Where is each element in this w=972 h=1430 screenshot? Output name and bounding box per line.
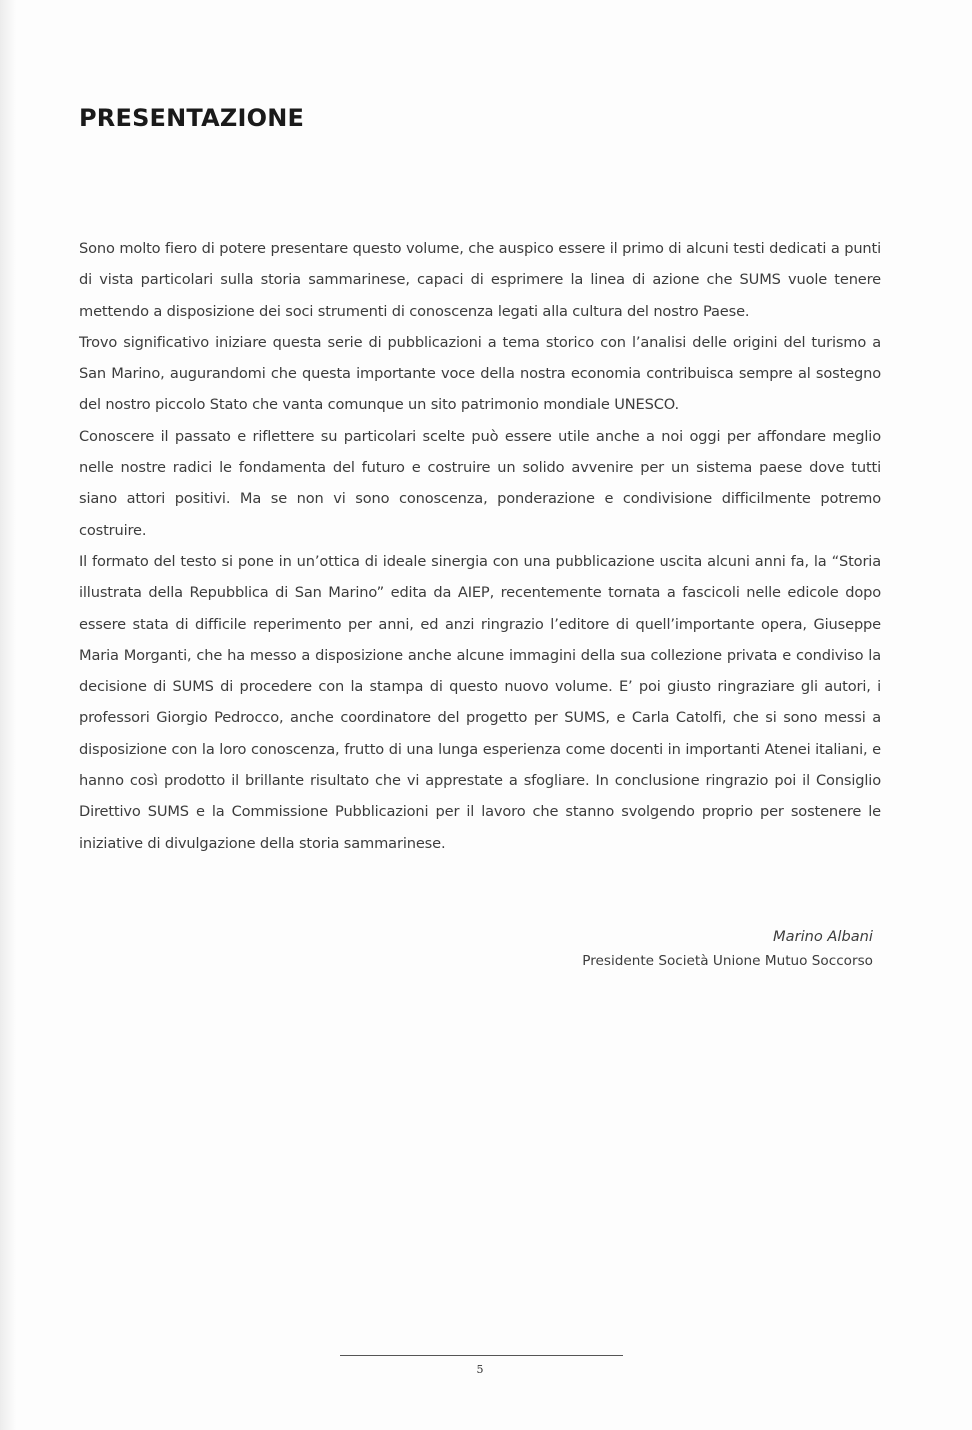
page-title: PRESENTAZIONE: [79, 104, 305, 132]
page-number: 5: [476, 1363, 484, 1376]
page-edge-shadow: [0, 0, 16, 1430]
signature-block: [582, 925, 873, 973]
paragraph-3: Conoscere il passato e riflettere su particolari scelte può essere utile anche a noi oggi per affondare meglio nelle nostre radici le fondamenta del futuro e costruire un solido avvenire per un sistema paese dove tutti siano attori positivi. Ma se non vi sono conoscenza, ponderazione e condivisione difficilmente potremo costruire.: [79, 427, 881, 539]
paragraph-2: Trovo significativo iniziare questa serie di pubblicazioni a tema storico con l’analisi delle origini del turismo a San Marino, augurandomi che questa importante voce della nostra economia contribuisca sempre al sostegno del nostro piccolo Stato che vanta comunque un sito patrimonio mondiale UNESCO.: [79, 333, 881, 414]
signature-name: Marino Albani: [773, 928, 873, 945]
signature-role: Presidente Società Unione Mutuo Soccorso: [582, 953, 873, 969]
paragraph-1: Sono molto fiero di potere presentare questo volume, che auspico essere il primo di alcuni testi dedicati a punti di vista particolari sulla storia sammarinese, capaci di esprimere la linea di azione che SUMS vuole tenere mettendo a disposizione dei soci strumenti di conoscenza legati alla cultura del nostro Paese.: [79, 240, 881, 320]
body-text: [79, 233, 881, 859]
paragraph-4: Il formato del testo si pone in un’ottica di ideale sinergia con una pubblicazione uscita alcuni anni fa, la “Storia illustrata della Repubblica di San Marino” edita da AIEP, recentemente tornata a fascicoli nelle edicole dopo essere stata di difficile reperimento per anni, ed anzi ringrazio l’editore di quell’importante opera, Giuseppe Maria Morganti, che ha messo a disposizione anche alcune immagini della sua collezione privata e condiviso la decisione di SUMS di procedere con la stampa di questo nuovo volume. E’ poi giusto ringraziare gli autori, i professori Giorgio Pedrocco, anche coordinatore del progetto per SUMS, e Carla Catolfi, che si sono messi a disposizione con la loro conoscenza, frutto di una lunga esperienza come docenti in importanti Atenei italiani, e hanno così prodotto il brillante risultato che vi apprestate a sfogliare. In conclusione ringrazio poi il Consiglio Direttivo SUMS e la Commissione Pubblicazioni per il lavoro che stanno svolgendo proprio per sostenere le iniziative di divulgazione della storia sammarinese.: [79, 552, 881, 852]
footer-divider: [340, 1355, 623, 1356]
